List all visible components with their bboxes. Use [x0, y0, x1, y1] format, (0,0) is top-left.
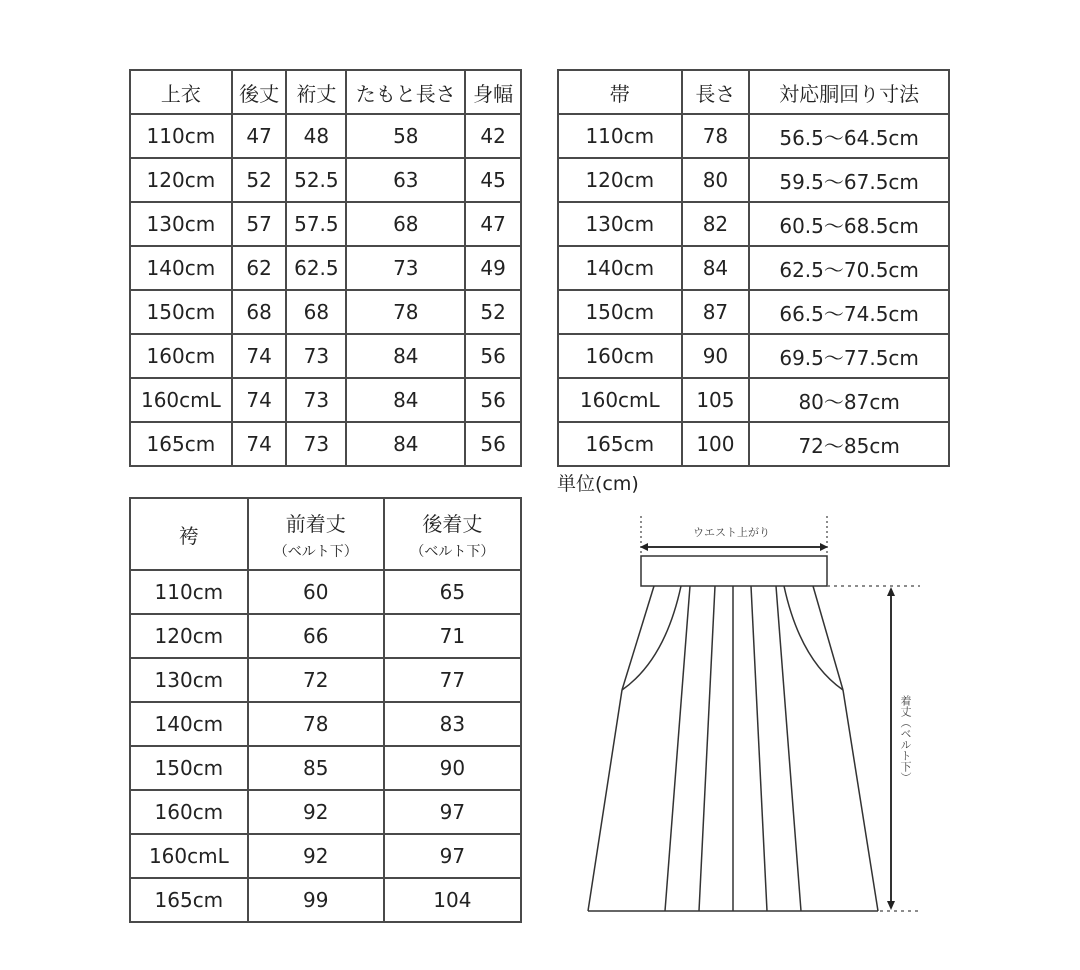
value-cell: 90: [384, 746, 521, 790]
value-cell: 59.5〜67.5cm: [749, 158, 949, 202]
value-cell: 78: [346, 290, 465, 334]
value-cell: 78: [248, 702, 384, 746]
table-row: [130, 702, 521, 746]
value-cell: 77: [384, 658, 521, 702]
header-cell: 長さ: [682, 70, 750, 114]
value-cell: 83: [384, 702, 521, 746]
size-cell: 165cm: [130, 422, 232, 466]
value-cell: 74: [232, 378, 287, 422]
value-cell: 52.5: [286, 158, 346, 202]
value-cell: 104: [384, 878, 521, 922]
table-row: [558, 290, 949, 334]
table-row: [130, 658, 521, 702]
size-cell: 120cm: [130, 614, 248, 658]
value-cell: 52: [232, 158, 287, 202]
table-row: [130, 570, 521, 614]
hakama-diagram: [580, 505, 940, 925]
size-cell: 150cm: [130, 290, 232, 334]
value-cell: 56: [465, 378, 521, 422]
value-cell: 68: [286, 290, 346, 334]
value-cell: 73: [346, 246, 465, 290]
value-cell: 92: [248, 790, 384, 834]
size-cell: 160cm: [558, 334, 682, 378]
value-cell: 80〜87cm: [749, 378, 949, 422]
table-row: [558, 246, 949, 290]
belt-size-table: [557, 69, 950, 467]
value-cell: 84: [346, 422, 465, 466]
value-cell: 85: [248, 746, 384, 790]
value-cell: 90: [682, 334, 750, 378]
table-row: [130, 378, 521, 422]
value-cell: 73: [286, 378, 346, 422]
table-row: [130, 202, 521, 246]
header-cell: 後丈: [232, 70, 287, 114]
size-cell: 110cm: [558, 114, 682, 158]
size-cell: 130cm: [130, 202, 232, 246]
header-cell: 裄丈: [286, 70, 346, 114]
value-cell: 62.5〜70.5cm: [749, 246, 949, 290]
table-row: [558, 158, 949, 202]
size-cell: 160cmL: [130, 834, 248, 878]
table-row: [130, 834, 521, 878]
value-cell: 80: [682, 158, 750, 202]
table-header-row: [130, 498, 521, 570]
table-row: [558, 422, 949, 466]
value-cell: 48: [286, 114, 346, 158]
size-cell: 130cm: [130, 658, 248, 702]
table-row: [558, 334, 949, 378]
value-cell: 82: [682, 202, 750, 246]
table-row: [130, 422, 521, 466]
hakama-size-table: [129, 497, 522, 923]
header-main: 前着丈: [285, 511, 346, 536]
value-cell: 63: [346, 158, 465, 202]
value-cell: 42: [465, 114, 521, 158]
value-cell: 60.5〜68.5cm: [749, 202, 949, 246]
value-cell: 47: [232, 114, 287, 158]
header-cell: 身幅: [465, 70, 521, 114]
value-cell: 56: [465, 334, 521, 378]
size-cell: 140cm: [130, 702, 248, 746]
value-cell: 72: [248, 658, 384, 702]
value-cell: 73: [286, 422, 346, 466]
value-cell: 57: [232, 202, 287, 246]
value-cell: 69.5〜77.5cm: [749, 334, 949, 378]
table-row: [558, 202, 949, 246]
size-cell: 160cmL: [130, 378, 232, 422]
size-cell: 140cm: [558, 246, 682, 290]
table-row: [558, 114, 949, 158]
value-cell: 73: [286, 334, 346, 378]
value-cell: 49: [465, 246, 521, 290]
size-cell: 165cm: [130, 878, 248, 922]
header-main: 袴: [178, 523, 199, 548]
value-cell: 47: [465, 202, 521, 246]
header-cell: たもと長さ: [346, 70, 465, 114]
value-cell: 84: [682, 246, 750, 290]
table-row: [130, 290, 521, 334]
size-cell: 120cm: [558, 158, 682, 202]
waist-label: ウエスト上がり: [693, 526, 770, 539]
value-cell: 105: [682, 378, 750, 422]
value-cell: 52: [465, 290, 521, 334]
value-cell: 78: [682, 114, 750, 158]
size-cell: 120cm: [130, 158, 232, 202]
value-cell: 71: [384, 614, 521, 658]
table-row: [130, 878, 521, 922]
value-cell: 58: [346, 114, 465, 158]
value-cell: 84: [346, 378, 465, 422]
size-cell: 130cm: [558, 202, 682, 246]
value-cell: 56: [465, 422, 521, 466]
value-cell: 66: [248, 614, 384, 658]
size-cell: 160cm: [130, 790, 248, 834]
size-cell: 160cmL: [558, 378, 682, 422]
value-cell: 56.5〜64.5cm: [749, 114, 949, 158]
table-row: [130, 790, 521, 834]
size-cell: 150cm: [558, 290, 682, 334]
table-header-row: [558, 70, 949, 114]
size-cell: 160cm: [130, 334, 232, 378]
size-cell: 140cm: [130, 246, 232, 290]
jacket-size-table: [129, 69, 522, 467]
header-cell: [130, 498, 248, 570]
value-cell: 74: [232, 334, 287, 378]
header-main: 後着丈: [422, 511, 483, 536]
header-cell: 帯: [558, 70, 682, 114]
unit-note: 単位(cm): [557, 473, 639, 495]
value-cell: 57.5: [286, 202, 346, 246]
header-sub: （ベルト下）: [273, 543, 358, 560]
table-row: [130, 746, 521, 790]
value-cell: 74: [232, 422, 287, 466]
value-cell: 92: [248, 834, 384, 878]
header-cell: 上衣: [130, 70, 232, 114]
length-label: 着丈（ベルト下）: [899, 695, 912, 783]
value-cell: 68: [232, 290, 287, 334]
value-cell: 45: [465, 158, 521, 202]
table-row: [130, 158, 521, 202]
header-cell: [384, 498, 521, 570]
table-row: [130, 246, 521, 290]
table-row: [558, 378, 949, 422]
value-cell: 87: [682, 290, 750, 334]
value-cell: 62: [232, 246, 287, 290]
value-cell: 97: [384, 834, 521, 878]
value-cell: 66.5〜74.5cm: [749, 290, 949, 334]
table-row: [130, 614, 521, 658]
value-cell: 68: [346, 202, 465, 246]
header-sub: （ベルト下）: [410, 543, 495, 560]
size-cell: 110cm: [130, 570, 248, 614]
value-cell: 100: [682, 422, 750, 466]
table-header-row: [130, 70, 521, 114]
size-cell: 165cm: [558, 422, 682, 466]
table-row: [130, 334, 521, 378]
value-cell: 62.5: [286, 246, 346, 290]
table-row: [130, 114, 521, 158]
header-cell: 対応胴回り寸法: [749, 70, 949, 114]
size-cell: 110cm: [130, 114, 232, 158]
value-cell: 60: [248, 570, 384, 614]
value-cell: 72〜85cm: [749, 422, 949, 466]
value-cell: 99: [248, 878, 384, 922]
value-cell: 65: [384, 570, 521, 614]
size-cell: 150cm: [130, 746, 248, 790]
value-cell: 84: [346, 334, 465, 378]
header-cell: [248, 498, 384, 570]
value-cell: 97: [384, 790, 521, 834]
